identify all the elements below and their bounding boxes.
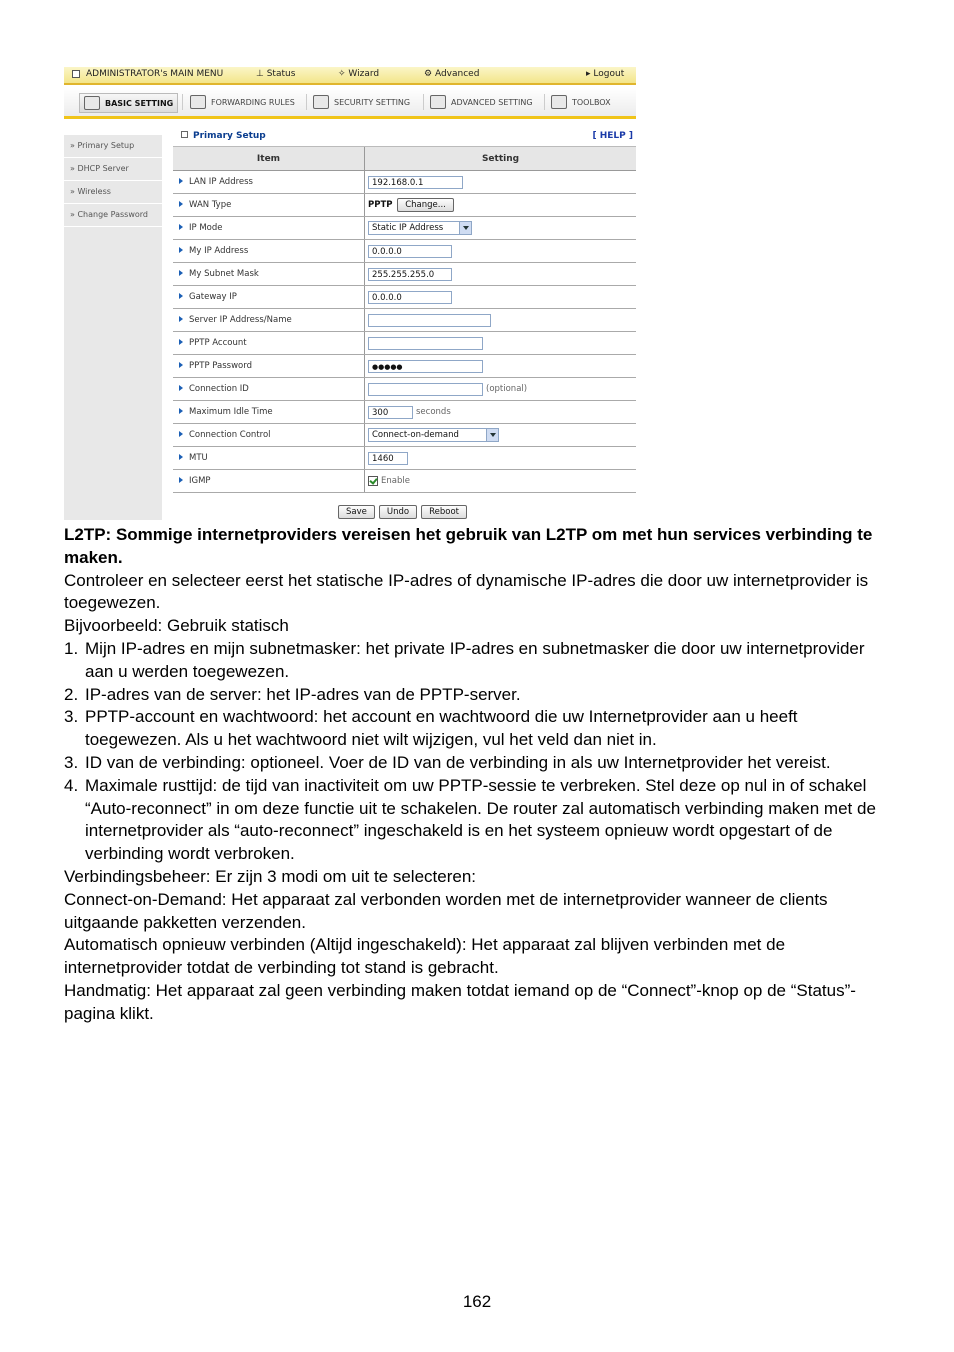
status-icon: ⊥	[256, 69, 264, 79]
forwarding-icon	[190, 95, 206, 109]
table-row	[173, 470, 636, 493]
sidebar-item-primary-setup[interactable]: » Primary Setup	[64, 135, 162, 158]
list-item: 2. IP-adres van de server: het IP-adres van de PPTP-server.	[64, 684, 521, 704]
optional-hint: (optional)	[486, 384, 528, 394]
row-arrow-icon	[179, 339, 183, 345]
table-row	[173, 378, 636, 401]
row-arrow-icon	[179, 408, 183, 414]
idle-time-label: Maximum Idle Time	[189, 407, 273, 417]
table-row	[173, 332, 636, 355]
panel-title-row	[173, 128, 636, 147]
reboot-button[interactable]: Reboot	[421, 505, 467, 519]
my-ip-input[interactable]: 0.0.0.0	[368, 245, 452, 258]
advanced-link[interactable]: ⚙ Advanced	[424, 69, 480, 79]
connection-id-label: Connection ID	[189, 384, 249, 394]
table-row	[173, 447, 636, 470]
table-row	[173, 424, 636, 447]
igmp-enable-label: Enable	[381, 475, 410, 486]
row-arrow-icon	[179, 224, 183, 230]
tab-toolbox[interactable]: TOOLBOX	[551, 93, 611, 111]
tab-security-setting[interactable]: SECURITY SETTING	[313, 93, 410, 111]
igmp-enable-checkbox[interactable]	[368, 476, 378, 486]
mtu-label: MTU	[189, 453, 208, 463]
save-button[interactable]: Save	[338, 505, 375, 519]
toolbox-icon	[551, 95, 567, 109]
tab-divider	[182, 94, 183, 110]
paragraph: Automatisch opnieuw verbinden (Altijd ingeschakeld): Het apparaat zal blijven verbinden met de internetprovider totdat de verbinding tot stand is gebracht.	[64, 935, 786, 978]
mtu-input[interactable]: 1460	[368, 452, 408, 465]
ip-mode-select[interactable]: Static IP Address	[368, 221, 472, 235]
row-arrow-icon	[179, 201, 183, 207]
action-buttons	[338, 501, 471, 520]
paragraph: Handmatig: Het apparaat zal geen verbinding maken totdat iemand op de “Connect”-knop op de “Status”-pagina klikt.	[64, 980, 856, 1023]
advanced-setting-icon	[430, 95, 446, 109]
lan-ip-input[interactable]: 192.168.0.1	[368, 176, 463, 189]
gateway-ip-label: Gateway IP	[189, 292, 237, 302]
list-item: 4. Maximale rusttijd: de tijd van inactiviteit om uw PPTP-sessie te verbreken. Stel deze op nul in of schakel “Auto-reconnect” in om deze functie uit te schakelen. De router zal automatisch verbinding maken met de internetprovider als “auto-reconnect” ingeschakeld is en het systeem opnieuw wordt opgestart of de verbinding wordt verbroken.	[64, 775, 876, 864]
table-row	[173, 286, 636, 309]
lan-ip-label: LAN IP Address	[189, 177, 253, 187]
panel-title: Primary Setup	[181, 131, 266, 141]
server-ip-input[interactable]	[368, 314, 491, 327]
status-link[interactable]: ⊥ Status	[256, 69, 296, 79]
igmp-label: IGMP	[189, 476, 211, 486]
sidebar-item-change-password[interactable]: » Change Password	[64, 204, 162, 227]
paragraph: Bijvoorbeeld: Gebruik statisch	[64, 616, 289, 636]
section-heading: L2TP: Sommige internetproviders vereisen het gebruik van L2TP om met hun services verbinding te maken.	[64, 525, 873, 567]
logout-link[interactable]: ▸ Logout	[586, 69, 625, 79]
subnet-mask-input[interactable]: 255.255.255.0	[368, 268, 452, 281]
my-ip-label: My IP Address	[189, 246, 249, 256]
seconds-unit: seconds	[416, 407, 451, 417]
logout-arrow-icon: ▸	[586, 69, 591, 79]
table-row	[173, 240, 636, 263]
column-header-setting: Setting	[365, 147, 637, 171]
table-row	[173, 401, 636, 424]
router-tab-bar	[64, 88, 636, 119]
row-arrow-icon	[179, 454, 183, 460]
connection-control-label: Connection Control	[189, 430, 271, 440]
wizard-icon: ✧	[338, 69, 346, 79]
row-arrow-icon	[179, 431, 183, 437]
tab-forwarding-rules[interactable]: FORWARDING RULES	[190, 93, 295, 111]
router-top-menu	[64, 67, 636, 85]
chevron-down-icon	[459, 222, 471, 234]
idle-time-input[interactable]: 300	[368, 406, 413, 419]
pptp-account-label: PPTP Account	[189, 338, 247, 348]
paragraph: Verbindingsbeheer: Er zijn 3 modi om uit te selecteren:	[64, 866, 477, 886]
column-header-item: Item	[173, 147, 365, 171]
tab-divider	[423, 94, 424, 110]
undo-button[interactable]: Undo	[379, 505, 417, 519]
tab-basic-setting[interactable]: BASIC SETTING	[79, 93, 178, 113]
list-item: 1. Mijn IP-adres en mijn subnetmasker: het private IP-adres en subnetmasker die door uw internetprovider aan u werden toegewezen.	[64, 638, 865, 681]
row-arrow-icon	[179, 293, 183, 299]
subnet-mask-label: My Subnet Mask	[189, 269, 259, 279]
row-arrow-icon	[179, 385, 183, 391]
menu-icon	[72, 70, 80, 78]
pptp-password-label: PPTP Password	[189, 361, 252, 371]
pptp-account-input[interactable]	[368, 337, 483, 350]
wan-type-value: PPTP	[368, 200, 393, 210]
table-row	[173, 171, 636, 194]
tab-divider	[544, 94, 545, 110]
ip-mode-label: IP Mode	[189, 223, 223, 233]
basic-setting-icon	[84, 96, 100, 110]
list-item: 3. PPTP-account en wachtwoord: het account en wachtwoord die uw Internetprovider aan u heeft toegewezen. Als u het wachtwoord niet wilt wijzigen, vul het veld dan niet in.	[64, 707, 798, 750]
primary-setup-panel	[173, 128, 636, 493]
main-menu-link[interactable]: ADMINISTRATOR's MAIN MENU	[72, 69, 223, 79]
change-wan-button[interactable]: Change...	[397, 198, 454, 212]
row-arrow-icon	[179, 247, 183, 253]
table-row	[173, 355, 636, 378]
table-row	[173, 263, 636, 286]
paragraph: Connect-on-Demand: Het apparaat zal verbonden worden met de internetprovider wanneer de clients uitgaande pakketten verzenden.	[64, 889, 828, 932]
row-arrow-icon	[179, 477, 183, 483]
settings-table	[173, 147, 636, 493]
table-row	[173, 309, 636, 332]
sidebar-item-wireless[interactable]: » Wireless	[64, 181, 162, 204]
help-link[interactable]: [ HELP ]	[592, 131, 633, 141]
row-arrow-icon	[179, 316, 183, 322]
sidebar-item-dhcp-server[interactable]: » DHCP Server	[64, 158, 162, 181]
document-body	[64, 524, 894, 1026]
wan-type-label: WAN Type	[189, 200, 232, 210]
collapse-icon	[181, 131, 188, 138]
list-item: 3. ID van de verbinding: optioneel. Voer de ID van de verbinding in als uw Internetprovider het vereist.	[64, 752, 831, 772]
router-screenshot	[64, 64, 636, 520]
row-arrow-icon	[179, 270, 183, 276]
connection-control-select[interactable]: Connect-on-demand	[368, 428, 499, 442]
chevron-down-icon	[486, 429, 498, 441]
pptp-password-input[interactable]: ●●●●●	[368, 360, 483, 373]
security-icon	[313, 95, 329, 109]
tab-divider	[306, 94, 307, 110]
tab-advanced-setting[interactable]: ADVANCED SETTING	[430, 93, 533, 111]
server-ip-label: Server IP Address/Name	[189, 315, 292, 325]
row-arrow-icon	[179, 178, 183, 184]
wizard-link[interactable]: ✧ Wizard	[338, 69, 380, 79]
gateway-ip-input[interactable]: 0.0.0.0	[368, 291, 452, 304]
advanced-icon: ⚙	[424, 69, 433, 79]
table-row	[173, 194, 636, 217]
connection-id-input[interactable]	[368, 383, 483, 396]
table-row	[173, 217, 636, 240]
row-arrow-icon	[179, 362, 183, 368]
router-sidebar	[64, 135, 162, 520]
paragraph: Controleer en selecteer eerst het statische IP-adres of dynamische IP-adres die door uw internetprovider is toegewezen.	[64, 570, 869, 613]
page-number: 162	[462, 1292, 492, 1311]
